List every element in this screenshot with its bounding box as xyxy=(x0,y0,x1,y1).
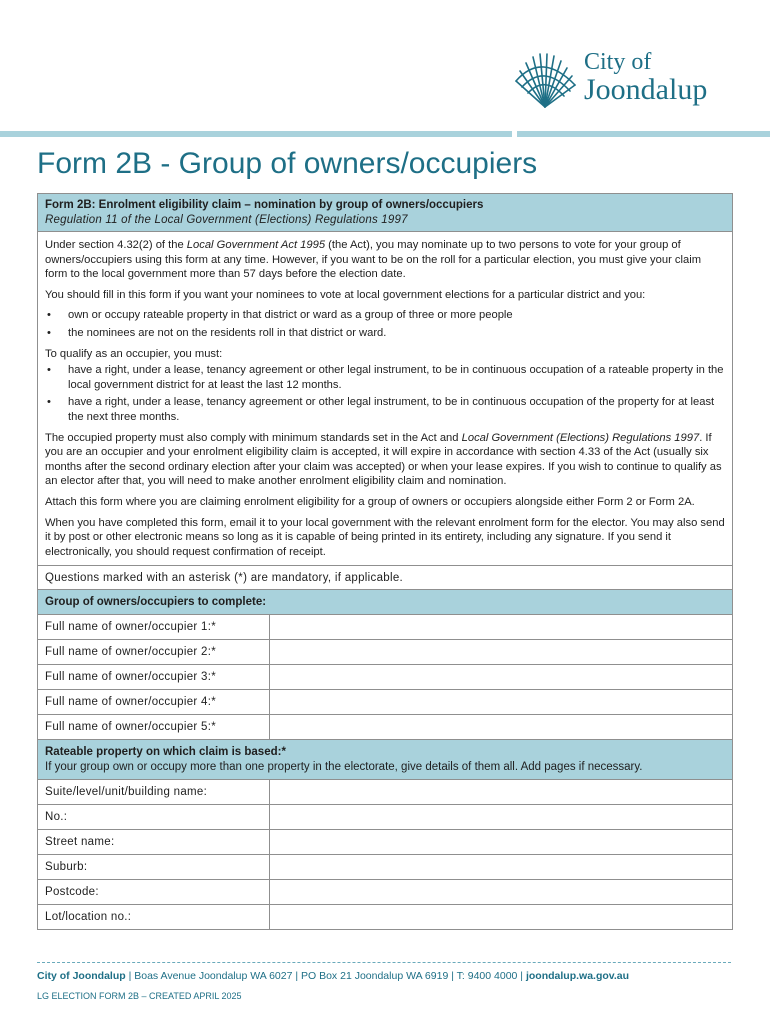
intro-p4-reg: Local Government (Elections) Regulations 1997 xyxy=(461,431,700,444)
footer-divider xyxy=(37,962,731,963)
mandatory-note: Questions marked with an asterisk (*) are mandatory, if applicable. xyxy=(38,566,732,590)
street-label: Street name: xyxy=(38,830,270,854)
banksia-fan-icon xyxy=(512,51,578,109)
footer-website-link[interactable]: joondalup.wa.gov.au xyxy=(525,970,630,982)
list-item: • the nominees are not on the residents roll in that district or ward. xyxy=(45,326,725,341)
form-header xyxy=(38,194,732,232)
owner-2-label: Full name of owner/occupier 2:* xyxy=(38,640,270,664)
suburb-label: Suburb: xyxy=(38,855,270,879)
page-title: Form 2B - Group of owners/occupiers xyxy=(37,147,538,180)
group-section-title: Group of owners/occupiers to complete: xyxy=(45,596,267,609)
postcode-input[interactable] xyxy=(270,880,732,904)
form-header-title: Form 2B: Enrolment eligibility claim – nomination by group of owners/occupiers xyxy=(45,199,484,211)
owner-4-input[interactable] xyxy=(270,690,732,714)
logo-line-2: Joondalup xyxy=(584,73,708,106)
property-row-suburb xyxy=(38,855,732,880)
owner-row-4 xyxy=(38,690,732,715)
intro-paragraph-4 xyxy=(45,431,725,489)
owner-row-3 xyxy=(38,665,732,690)
suburb-input[interactable] xyxy=(270,855,732,879)
list-item: • have a right, under a lease, tenancy agreement or other legal instrument, to be in continuous occupation of a rateable property in the local government district for at least the last 12 months. xyxy=(45,363,725,392)
eligibility-list xyxy=(45,308,725,340)
intro-paragraph-3: To qualify as an occupier, you must: xyxy=(45,347,223,360)
owner-5-label: Full name of owner/occupier 5:* xyxy=(38,715,270,739)
building-input[interactable] xyxy=(270,780,732,804)
intro-p1-act: Local Government Act 1995 xyxy=(186,239,326,251)
intro-paragraph-5: Attach this form where you are claiming enrolment eligibility for a group of owners or occupiers alongside either Form 2 or Form 2A. xyxy=(45,495,695,508)
property-row-building xyxy=(38,780,732,805)
owner-3-input[interactable] xyxy=(270,665,732,689)
intro-p4-b: . If you are an occupier and your enrolment eligibility claim is accepted, it will expire in accordance with section 4.33 of the Act (usually six months after the second ordinary election after your claim was accepted) or when your lease expires. If you wish to continue to qualify as an elector after that, you will need to make another enrolment eligibility claim and nomination. xyxy=(45,431,722,488)
property-section-header xyxy=(38,740,732,780)
intro-p1-b: (the Act), you may nominate up to two persons to vote for your group of owners/occupiers using this form at any time. However, if you want to be on the roll for a particular election, you must give your claim form to the local government more than 57 days before the election date. xyxy=(45,239,702,281)
city-logo xyxy=(512,48,742,110)
footer-org: City of Joondalup xyxy=(37,970,126,982)
intro-paragraph-1 xyxy=(45,238,725,282)
owner-1-input[interactable] xyxy=(270,615,732,639)
property-row-street xyxy=(38,830,732,855)
owner-4-label: Full name of owner/occupier 4:* xyxy=(38,690,270,714)
header-rule-left xyxy=(0,131,512,137)
footer-contact xyxy=(37,969,629,983)
owner-2-input[interactable] xyxy=(270,640,732,664)
form-header-subtitle: Regulation 11 of the Local Government (Elections) Regulations 1997 xyxy=(45,214,408,226)
group-section-header xyxy=(38,590,732,615)
intro-p1-a: Under section 4.32(2) of the xyxy=(45,239,187,251)
number-input[interactable] xyxy=(270,805,732,829)
owner-row-5 xyxy=(38,715,732,740)
owner-row-1 xyxy=(38,615,732,640)
intro-p4-a: The occupied property must also comply with minimum standards set in the Act and xyxy=(45,431,462,444)
list-item: • have a right, under a lease, tenancy agreement or other legal instrument, to be in continuous occupation of the property for at least the next three months. xyxy=(45,395,725,424)
owner-3-label: Full name of owner/occupier 3:* xyxy=(38,665,270,689)
lot-label: Lot/location no.: xyxy=(38,905,270,929)
street-input[interactable] xyxy=(270,830,732,854)
occupier-list xyxy=(45,363,725,424)
list-item: • own or occupy rateable property in that district or ward as a group of three or more people xyxy=(45,308,725,323)
postcode-label: Postcode: xyxy=(38,880,270,904)
footer-address: | Boas Avenue Joondalup WA 6027 | PO Box 21 Joondalup WA 6919 | T: 9400 4000 | xyxy=(125,970,526,982)
building-label: Suite/level/unit/building name: xyxy=(38,780,270,804)
property-row-postcode xyxy=(38,880,732,905)
intro-text xyxy=(38,232,732,566)
owner-1-label: Full name of owner/occupier 1:* xyxy=(38,615,270,639)
intro-paragraph-6: When you have completed this form, email it to your local government with the relevant enrolment form for the elector. You may also send it by post or other electronic means so long as it is capable of being printed in its entirety, including any signature. If you send it electronically, you should request confirmation of receipt. xyxy=(45,516,725,558)
lot-input[interactable] xyxy=(270,905,732,929)
intro-paragraph-2: You should fill in this form if you want your nominees to vote at local government elections for a particular district and you: xyxy=(45,288,646,301)
form-table xyxy=(37,193,733,930)
property-row-number xyxy=(38,805,732,830)
owner-5-input[interactable] xyxy=(270,715,732,739)
number-label: No.: xyxy=(38,805,270,829)
footer-created: LG ELECTION FORM 2B – CREATED APRIL 2025 xyxy=(37,991,242,1001)
property-section-title: Rateable property on which claim is based:* xyxy=(45,746,286,759)
header-rule-right xyxy=(517,131,770,137)
owner-row-2 xyxy=(38,640,732,665)
logo-line-1: City of xyxy=(584,49,652,75)
property-section-subtitle: If your group own or occupy more than one property in the electorate, give details of them all. Add pages if necessary. xyxy=(45,761,643,774)
property-row-lot xyxy=(38,905,732,929)
